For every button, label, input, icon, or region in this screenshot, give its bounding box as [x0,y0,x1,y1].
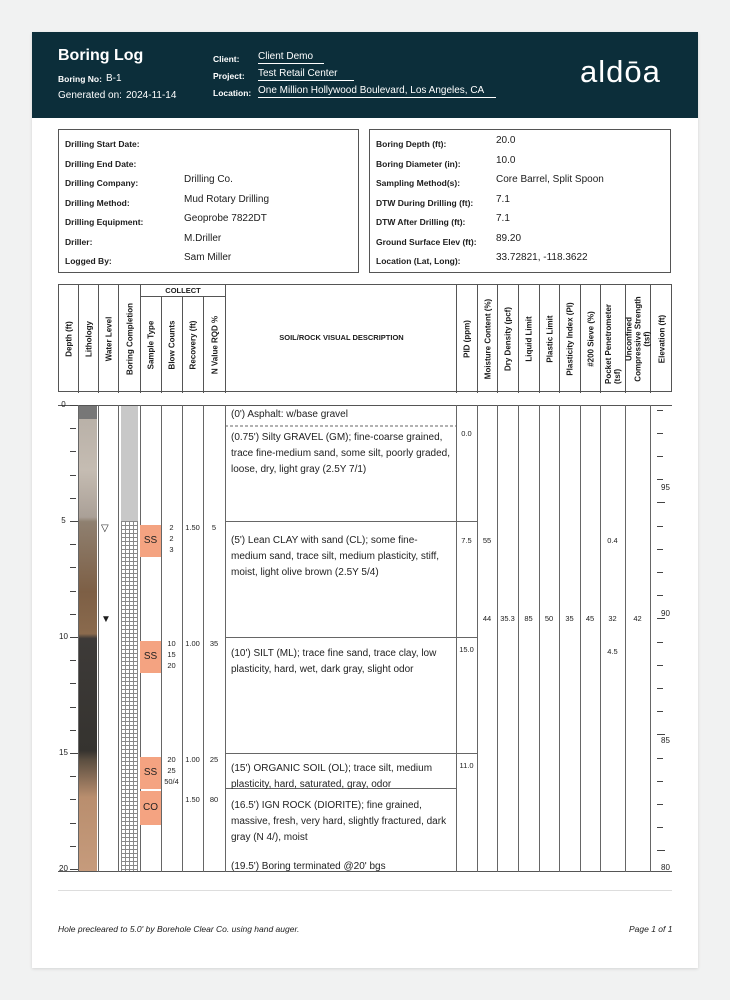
header-bar [32,32,698,118]
boring-info-label: DTW After Drilling (ft): [376,217,466,227]
elevation-tick [657,572,663,573]
water-level-during-icon: ▽ [101,523,109,534]
pid-value: 0.0 [461,429,472,438]
drilling-info-label: Drilling Company: [65,178,139,188]
generated-label: Generated on: [58,90,122,101]
elevation-tick [657,456,663,457]
plasticity-index-value: 35 [565,614,574,623]
drilling-info-value: Geoprobe 7822DT [184,213,267,224]
boring-no-label: Boring No: [58,74,102,84]
elevation-tick [657,642,663,643]
col-depth: Depth (ft) [64,321,73,357]
water-level-after-icon: ▼ [101,614,111,625]
elevation-tick [657,804,663,805]
generated-date: 2024-11-14 [126,90,177,101]
depth-tick [70,869,78,870]
layer-description: (5') Lean CLAY with sand (CL); some fine-medium sand, trace silt, medium plasticity, stiff, moist, light olive brown (2.5Y 5/4) [231,535,440,578]
boring-info-label: Location (Lat, Long): [376,256,461,266]
sample-type-ss: SS [140,757,161,789]
elevation-tick [657,433,663,434]
blow-count: 2 [169,523,174,532]
boring-info-row [370,194,670,213]
recovery-value: 1.50 [185,795,200,804]
boring-info-row [370,135,670,154]
elevation-tick [657,758,663,759]
col-moisture: Moisture Content (%) [483,298,492,380]
depth-tick [70,567,76,568]
col-elevation: Elevation (ft) [657,314,667,364]
col-dry-density: Dry Density (pcf) [503,306,513,372]
drilling-info-label: Drilling Start Date: [65,139,140,149]
blow-count: 2 [169,534,174,543]
depth-tick [70,428,76,429]
drilling-info-row [59,135,358,154]
recovery-value: 1.00 [185,639,200,648]
elevation-tick [657,711,663,712]
boring-info-value: 89.20 [496,232,522,244]
depth-tick [70,521,78,522]
layer-description: (0') Asphalt: w/base gravel [231,409,348,420]
elevation-label: 85 [661,736,670,745]
col-n-value: N Value RQD % [210,315,219,375]
unconfined-strength-value: 42 [633,614,642,623]
col-plastic-limit: Plastic Limit [545,315,554,363]
n-value: 25 [209,755,219,764]
drilling-info-label: Drilling Method: [65,197,130,208]
boring-info-label: Boring Depth (ft): [376,139,447,149]
col-unconfined-strength: Unconfined Compressive Strength (tsf) [624,296,652,382]
project-value: Test Retail Center [258,68,354,81]
boring-info-value: 20.0 [496,135,516,146]
moisture-value: 44 [482,614,492,623]
page-number: Page 1 of 1 [629,924,673,934]
sample-type-co: CO [140,791,161,825]
boring-no: B-1 [106,73,122,84]
col-boring-completion: Boring Completion [125,303,134,375]
blow-count: 15 [167,650,176,659]
drilling-info-label: Driller: [65,236,93,247]
col-liquid-limit: Liquid Limit [524,316,534,362]
drilling-info-value: M.Driller [184,232,222,244]
drilling-info-box [58,129,359,273]
project-label: Project: [213,71,245,81]
elevation-tick [657,410,663,411]
depth-tick [70,753,78,754]
depth-label: 5 [61,516,66,525]
boring-log-page [32,32,698,968]
layer-description: (16.5') IGN ROCK (DIORITE); fine grained, massive, fresh, very hard, slightly fractured, dark gray (N 4/), moist [231,800,447,843]
elevation-tick [657,595,663,596]
blow-count: 20 [167,661,176,670]
layer-description: (15') ORGANIC SOIL (OL); trace silt, medium plasticity, hard, saturated, gray, odor [231,763,433,790]
elevation-label: 95 [661,483,670,492]
elevation-tick [657,665,663,666]
plastic-limit-value: 50 [544,614,554,623]
boring-info-box [369,129,671,273]
elevation-label: 90 [661,609,670,618]
layer-description: (10') SILT (ML); trace fine sand, trace clay, low plasticity, hard, wet, dark gray, slight odor [231,648,437,675]
pocket-penetrometer-value: 0.4 [607,536,618,545]
blow-count: 3 [169,545,174,554]
location-value: One Million Hollywood Boulevard, Los Angeles, CA [258,85,496,98]
depth-tick [70,776,76,777]
sample-type-ss: SS [140,525,161,557]
boring-info-label: DTW During Drilling (ft): [376,197,474,208]
depth-tick [70,614,76,615]
boring-info-value: 10.0 [496,154,516,166]
depth-tick [70,405,78,406]
drilling-info-value: Sam Miller [184,252,232,263]
blow-count: 10 [167,639,176,648]
depth-tick [70,707,76,708]
depth-label: 0 [61,400,66,409]
boring-info-row [370,174,670,193]
elevation-tick [657,502,665,503]
drilling-info-label: Drilling End Date: [65,158,137,169]
moisture-value: 55 [482,536,492,545]
depth-tick [70,730,76,731]
elevation-tick [657,781,663,782]
col-sample-type: Sample Type [146,320,156,370]
layer-description: (0.75') Silty GRAVEL (GM); fine-coarse grained, trace fine-medium sand, some silt, poorly graded, loose, dry, light gray (2.5Y 7/1) [231,432,450,475]
page-title: Boring Log [58,47,144,64]
liquid-limit-value: 85 [524,614,533,623]
blow-count: 50/4 [164,777,179,786]
footer-note: Hole precleared to 5.0' by Borehole Clear Co. using hand auger. [58,924,300,934]
n-value: 5 [211,523,217,532]
location-label: Location: [213,88,252,98]
sample-type-ss: SS [140,641,161,673]
col-blow-counts: Blow Counts [167,320,177,370]
n-value: 35 [209,639,219,648]
recovery-value: 1.50 [185,523,200,532]
depth-tick [70,544,76,545]
n-value: 80 [209,795,219,804]
sieve-value: 45 [585,614,595,623]
elevation-tick [657,850,665,851]
elevation-tick [657,827,663,828]
depth-label: 15 [59,748,68,757]
layer-description: (19.5') Boring terminated @20' bgs [231,861,386,872]
depth-label: 20 [59,864,68,873]
col-plasticity-index: Plasticity Index (PI) [565,302,575,376]
elevation-tick [657,526,663,527]
col-recovery: Recovery (ft) [188,320,198,370]
blow-count: 20 [167,755,176,764]
depth-tick [70,683,76,684]
boring-info-value: Core Barrel, Split Spoon [496,174,604,185]
boring-info-value: 7.1 [496,193,510,205]
col-lithology: Lithology [84,321,93,357]
log-body [58,400,672,873]
recovery-value: 1.00 [185,755,200,764]
elevation-tick [657,618,665,619]
drilling-info-label: Logged By: [65,256,112,266]
drilling-info-value: Mud Rotary Drilling [184,193,270,205]
depth-tick [70,799,76,800]
client-value: Client Demo [258,51,324,64]
pid-value: 7.5 [461,536,472,545]
pid-value: 15.0 [459,645,474,654]
column-header [58,284,672,392]
pocket-penetrometer-value: 4.5 [607,647,618,656]
depth-tick [70,475,76,476]
boring-info-label: Ground Surface Elev (ft): [376,236,477,247]
boring-info-label: Sampling Method(s): [376,178,461,188]
collect-group: COLLECT [141,285,226,297]
pid-value: 11.0 [459,761,474,770]
depth-tick [70,451,76,452]
aldoa-logo: aldōa [580,54,661,89]
col-description: SOIL/ROCK VISUAL DESCRIPTION [279,333,404,342]
depth-tick [70,637,78,638]
drilling-info-label: Drilling Equipment: [65,217,144,227]
col-pocket-penetrometer: Pocket Penetrometer (tsf) [604,303,622,384]
dry-density-value: 35.3 [500,614,515,623]
drilling-info-row [59,252,358,271]
col-water-level: Water Level [104,316,113,362]
drilling-info-value: Drilling Co. [184,174,233,185]
elevation-tick [657,688,663,689]
depth-tick [70,846,76,847]
depth-tick [70,660,76,661]
col-pid: PID (ppm) [462,320,472,358]
depth-tick [70,498,76,499]
boring-info-value: 7.1 [496,213,510,224]
elevation-tick [657,549,663,550]
boring-info-value: 33.72821, -118.3622 [496,252,588,263]
depth-tick [70,591,76,592]
col-sieve: #200 Sieve (%) [586,311,595,367]
pocket-penetrometer-value: 32 [608,614,617,623]
elevation-tick [657,479,663,480]
boring-info-row [370,252,670,271]
elevation-label: 80 [661,863,670,872]
depth-tick [70,823,76,824]
boring-info-label: Boring Diameter (in): [376,158,461,169]
blow-count: 25 [167,766,176,775]
client-label: Client: [213,54,240,64]
depth-label: 10 [59,632,68,641]
